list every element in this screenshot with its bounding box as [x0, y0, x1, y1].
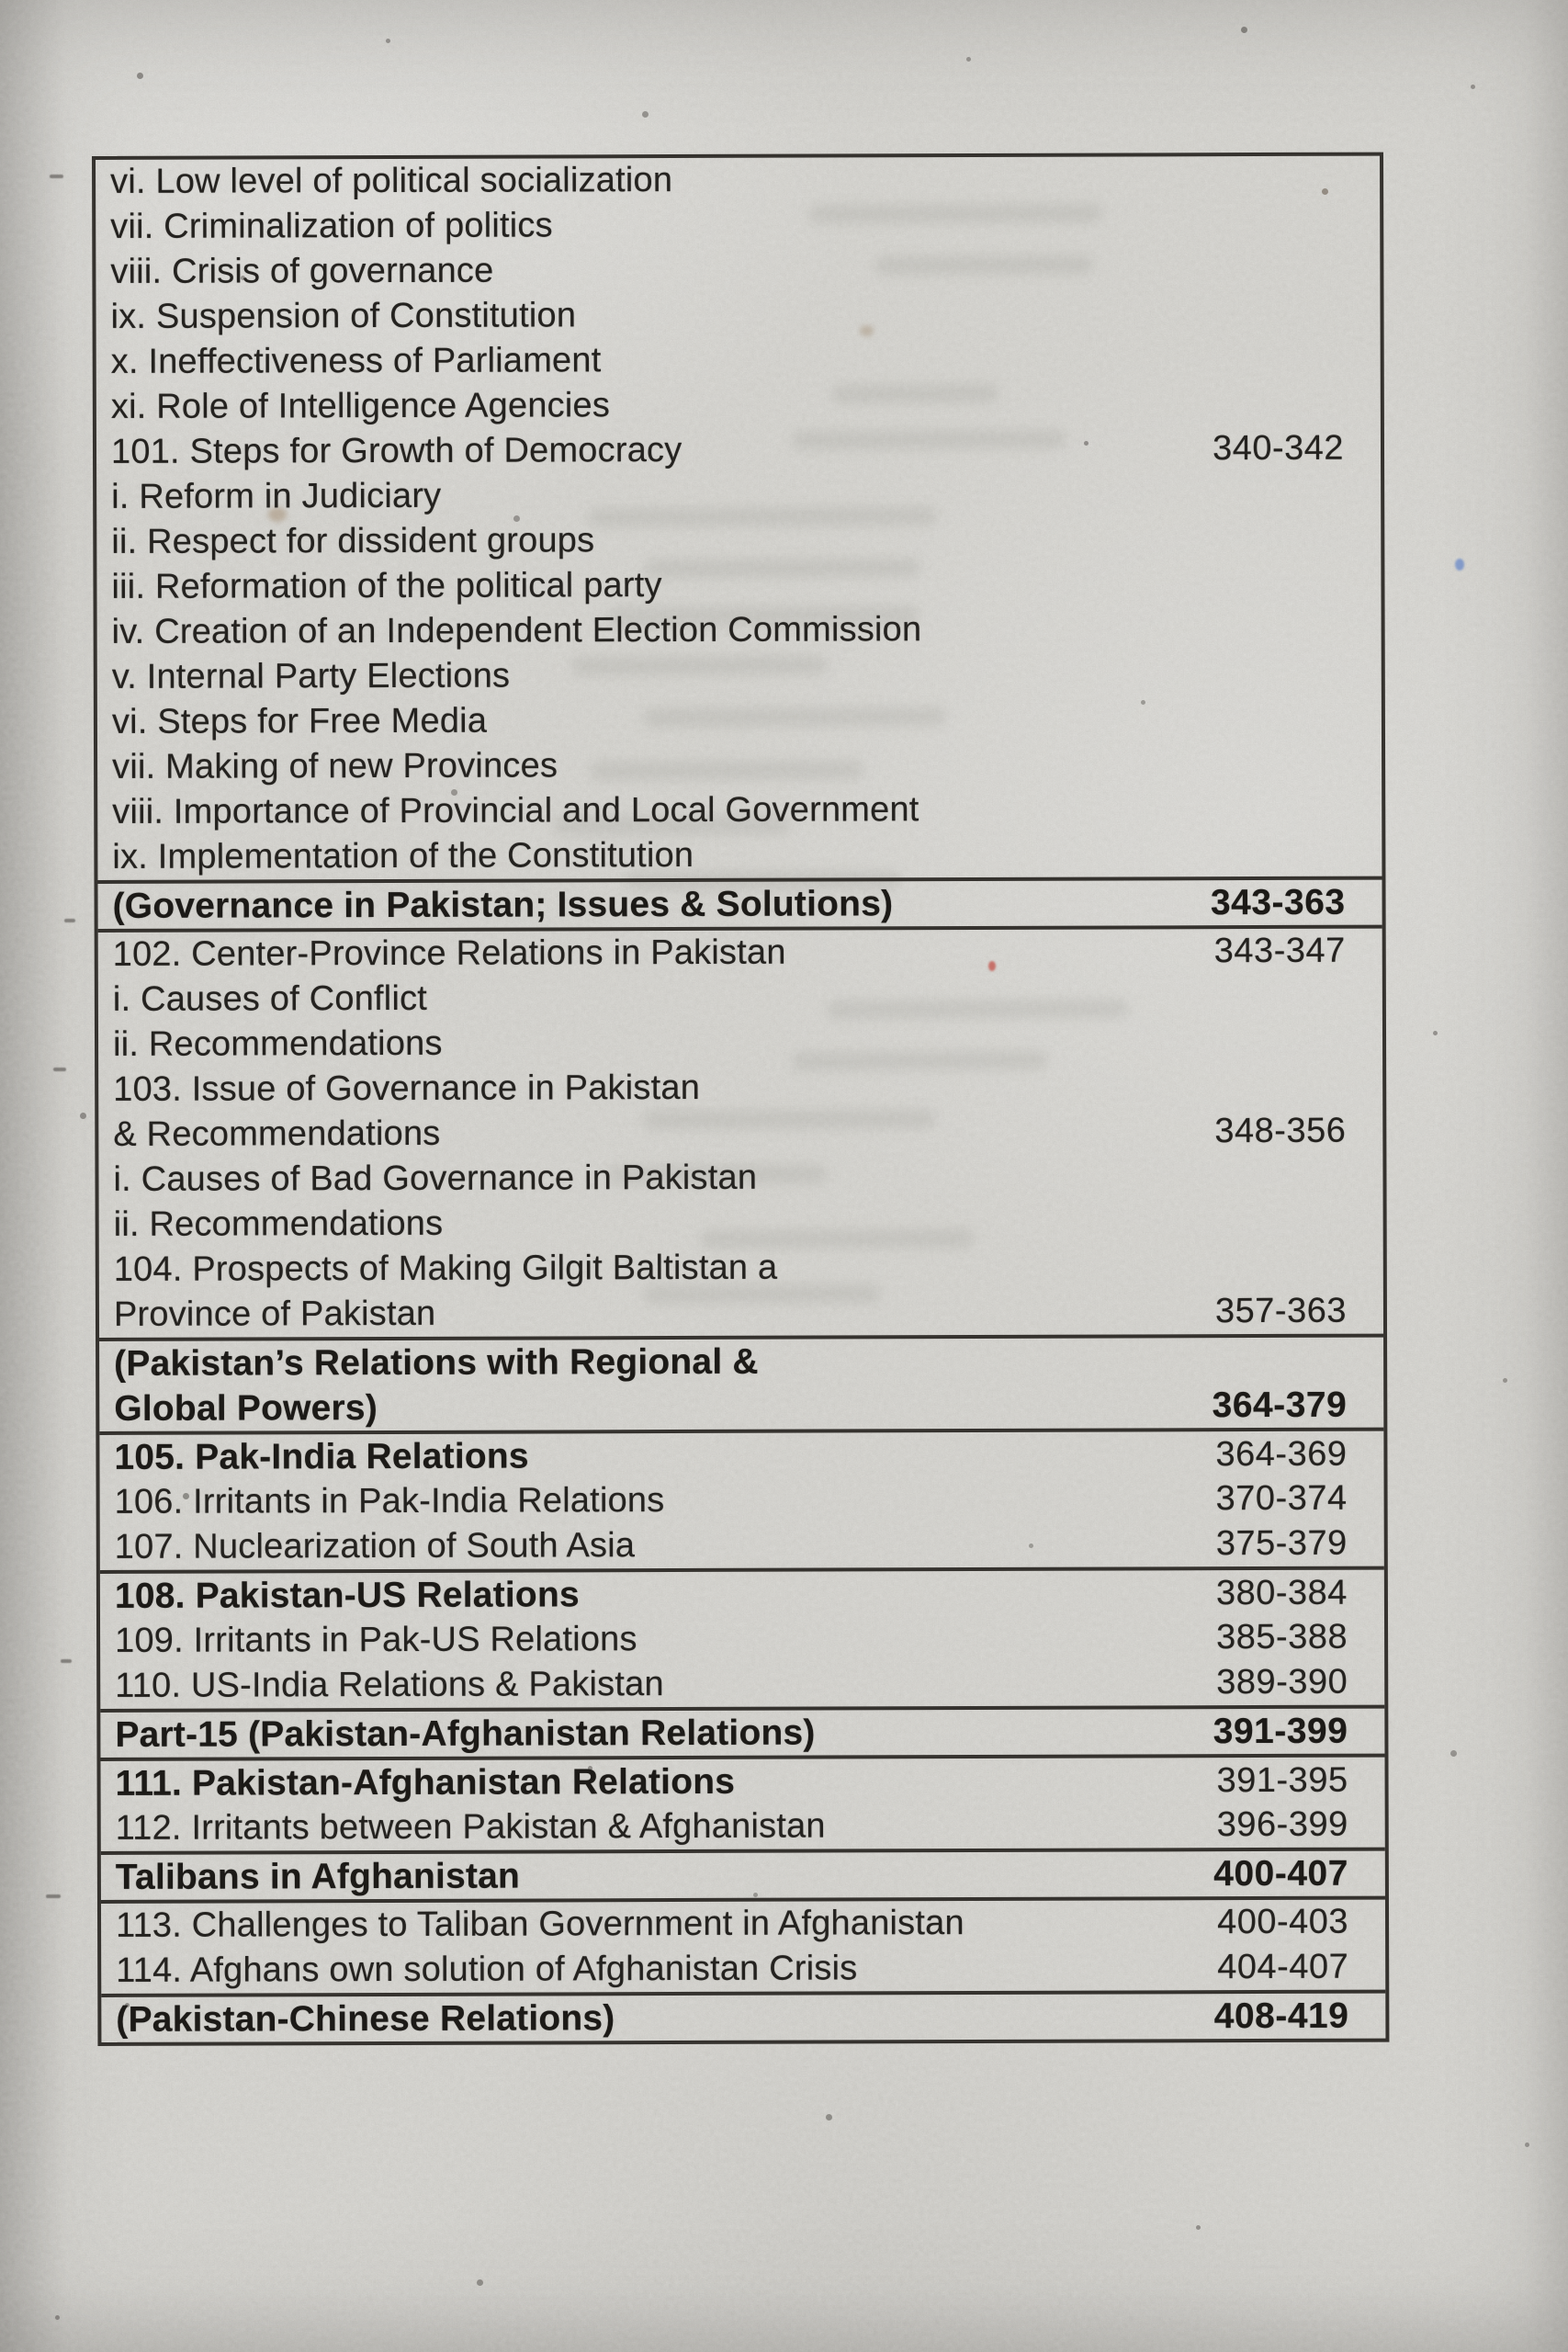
toc-entry-label: v. Internal Party Elections	[111, 656, 511, 696]
toc-entry-label: 110. US-India Relations & Pakistan	[115, 1665, 664, 1705]
toc-entry-label: ix. Suspension of Constitution	[110, 296, 577, 336]
toc-row	[100, 1476, 1384, 1525]
toc-entry-label: 105. Pak-India Relations	[114, 1436, 529, 1477]
toc-row	[100, 1615, 1384, 1664]
toc-row	[97, 831, 1382, 880]
toc-row	[101, 1994, 1385, 2042]
toc-entry-label: 101. Steps for Growth of Democracy	[110, 430, 682, 471]
paper-flecks	[0, 0, 5, 5]
toc-entry-pages: 348-356	[1214, 1111, 1347, 1151]
toc-entry-pages: 357-363	[1214, 1291, 1348, 1331]
toc-row	[98, 1154, 1382, 1203]
toc-row	[96, 471, 1381, 520]
toc-entry-pages: 391-399	[1213, 1711, 1348, 1752]
toc-section-header	[101, 1990, 1385, 2042]
toc-entry-label: Talibans in Afghanistan	[115, 1856, 521, 1897]
toc-entry-label: iii. Reformation of the political party	[111, 566, 662, 606]
toc-row	[101, 1803, 1385, 1851]
toc-row	[100, 1570, 1384, 1619]
toc-row	[96, 426, 1381, 475]
toc-row	[96, 246, 1380, 295]
toc-row	[101, 1945, 1385, 1994]
toc-row	[98, 974, 1382, 1023]
scan-mark	[64, 919, 75, 922]
toc-entry-label: ii. Recommendations	[113, 1204, 444, 1244]
toc-entry-pages: 391-395	[1216, 1760, 1348, 1801]
toc-section-group	[101, 1896, 1385, 1994]
toc-entry-pages: 375-379	[1215, 1523, 1348, 1564]
toc-row	[101, 1900, 1385, 1949]
toc-entry-label: 112. Irritants between Pakistan & Afghanistan	[115, 1806, 826, 1848]
toc-entry-label: vi. Steps for Free Media	[111, 701, 488, 741]
toc-section-group	[99, 1428, 1383, 1570]
toc-row	[97, 696, 1382, 745]
toc-row	[100, 1758, 1384, 1806]
toc-entry-label: xi. Role of Intelligence Agencies	[110, 386, 611, 426]
toc-entry-label: ix. Implementation of the Constitution	[112, 835, 694, 876]
toc-entry-label: 103. Issue of Governance in Pakistan	[113, 1068, 701, 1109]
toc-section-header	[99, 1334, 1383, 1431]
toc-row	[101, 1851, 1385, 1900]
toc-row	[96, 561, 1381, 610]
toc-row	[97, 786, 1382, 835]
toc-entry-label: i. Reform in Judiciary	[111, 476, 442, 516]
toc-entry-pages: 396-399	[1216, 1804, 1348, 1845]
toc-row	[98, 1019, 1382, 1068]
toc-row	[96, 156, 1380, 205]
toc-entry-pages: 370-374	[1215, 1478, 1348, 1519]
toc-entry-label: 104. Prospects of Making Gilgit Baltistan a	[113, 1248, 778, 1289]
toc-entry-label: Part-15 (Pakistan-Afghanistan Relations)	[115, 1713, 816, 1755]
toc-entry-pages: 340-342	[1212, 428, 1345, 469]
toc-entry-label: 111. Pakistan-Afghanistan Relations	[115, 1761, 736, 1804]
toc-row	[96, 336, 1381, 385]
toc-section-group	[100, 1566, 1384, 1709]
blue-fiber-fleck	[1455, 559, 1464, 571]
toc-entry-pages: 364-379	[1212, 1385, 1348, 1426]
toc-entry-label: Global Powers)	[114, 1388, 378, 1429]
toc-entry-label: vii. Criminalization of politics	[110, 206, 553, 246]
toc-entry-pages: 364-369	[1215, 1434, 1348, 1475]
toc-entry-label: viii. Importance of Provincial and Local Government	[112, 790, 919, 831]
toc-section-group	[96, 156, 1382, 880]
toc-entry-label: 108. Pakistan-US Relations	[114, 1575, 580, 1616]
toc-row	[97, 880, 1382, 929]
toc-entry-label: viii. Crisis of governance	[110, 251, 494, 291]
toc-section-header	[100, 1705, 1384, 1758]
toc-row	[98, 1064, 1382, 1113]
scan-mark	[53, 1068, 66, 1071]
toc-entry-pages: 400-403	[1217, 1902, 1349, 1942]
toc-entry-label: Province of Pakistan	[113, 1294, 436, 1334]
toc-entry-label: ii. Recommendations	[112, 1023, 443, 1064]
toc-entry-label: 106. Irritants in Pak-India Relations	[114, 1481, 665, 1521]
toc-row	[96, 516, 1381, 565]
scan-mark	[46, 1894, 61, 1898]
toc-row	[97, 741, 1382, 790]
toc-entry-label: (Governance in Pakistan; Issues & Solutions)	[112, 884, 894, 926]
toc-entry-pages: 343-347	[1213, 931, 1346, 971]
toc-entry-label: (Pakistan-Chinese Relations)	[116, 1998, 615, 2040]
toc-row	[96, 381, 1381, 430]
toc-entry-label: i. Causes of Conflict	[112, 978, 428, 1019]
toc-entry-label: iv. Creation of an Independent Election Commission	[111, 610, 922, 651]
toc-row	[98, 929, 1382, 978]
toc-entry-label: ii. Respect for dissident groups	[111, 521, 595, 561]
toc-entry-label: 114. Afghans own solution of Afghanistan Crisis	[116, 1949, 858, 1990]
toc-entry-pages: 385-388	[1216, 1617, 1348, 1657]
toc-row	[99, 1244, 1383, 1293]
toc-row	[100, 1709, 1384, 1758]
toc-entry-pages: 380-384	[1215, 1573, 1348, 1613]
toc-section-header	[101, 1848, 1385, 1900]
toc-row	[99, 1383, 1383, 1431]
toc-section-header	[97, 876, 1382, 929]
toc-row	[99, 1199, 1383, 1248]
toc-entry-pages: 343-363	[1210, 882, 1346, 923]
toc-entry-label: x. Ineffectiveness of Parliament	[110, 341, 602, 381]
toc-row	[100, 1521, 1384, 1570]
toc-entry-label: 102. Center-Province Relations in Pakistan	[112, 933, 786, 974]
toc-row	[99, 1338, 1383, 1386]
toc-entry-label: vii. Making of new Provinces	[112, 746, 558, 786]
scan-mark	[50, 175, 63, 178]
toc-entry-pages: 400-407	[1213, 1853, 1348, 1894]
toc-entry-pages: 404-407	[1217, 1947, 1349, 1987]
toc-entry-label: 107. Nuclearization of South Asia	[114, 1526, 636, 1566]
toc-row	[96, 291, 1380, 340]
toc-entry-label: vi. Low level of political socialization	[110, 161, 673, 201]
scan-mark	[61, 1659, 72, 1663]
toc-row	[98, 1109, 1382, 1158]
toc-entry-pages: 408-419	[1213, 1996, 1349, 2037]
toc-section-group	[100, 1754, 1384, 1851]
toc-table	[92, 153, 1389, 2046]
toc-section-group	[98, 925, 1383, 1338]
toc-row	[99, 1289, 1383, 1338]
toc-row	[99, 1431, 1383, 1480]
toc-entry-label: (Pakistan’s Relations with Regional &	[114, 1341, 759, 1384]
toc-entry-label: 109. Irritants in Pak-US Relations	[115, 1620, 637, 1660]
toc-row	[97, 651, 1382, 700]
toc-entry-label: & Recommendations	[113, 1114, 441, 1154]
toc-row	[96, 201, 1380, 250]
toc-row	[100, 1660, 1384, 1709]
toc-row	[97, 606, 1382, 655]
toc-entry-label: i. Causes of Bad Governance in Pakistan	[113, 1158, 758, 1199]
toc-entry-label: 113. Challenges to Taliban Government in Afghanistan	[115, 1904, 964, 1945]
toc-entry-pages: 389-390	[1216, 1662, 1348, 1702]
